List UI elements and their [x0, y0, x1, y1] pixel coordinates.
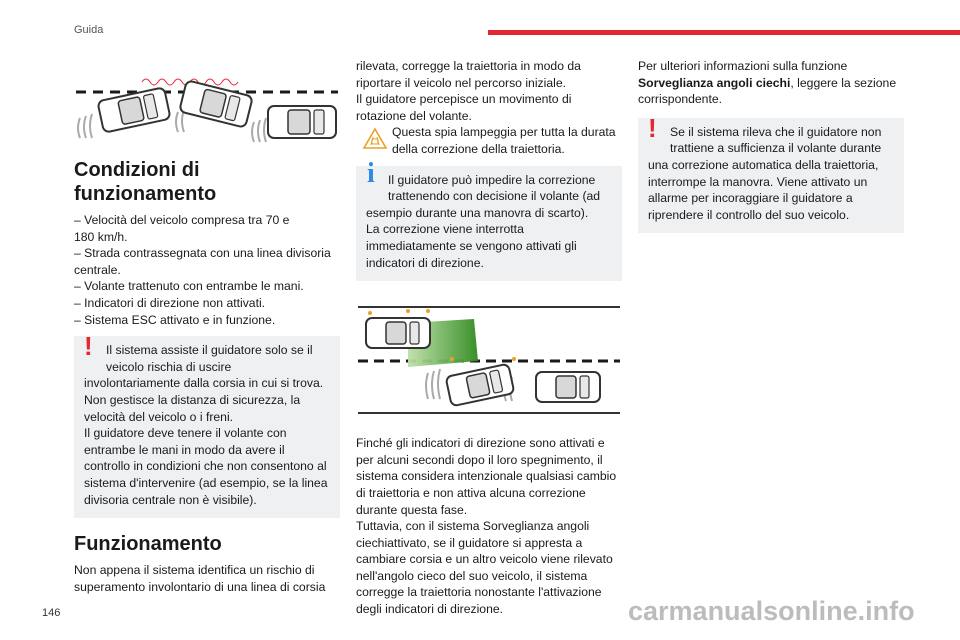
watermark: carmanualsonline.info	[628, 596, 915, 626]
warning-note: ! Il sistema assiste il guidatore solo se il veicolo rischia di uscire involontariamente dalla corsia in cui si trova. Non gestisce la distanza di sicurezza, la velocità del veicolo o i freni. Il guidatore deve tenere il volante con entrambe le mani in modo da avere il controllo in condizioni che non consentono al sistema d'intervenire (ad esempio, se la linea divisoria centrale non è visibile).	[74, 336, 340, 518]
warning-icon: !	[84, 331, 93, 362]
list-item: – Strada contrassegnata con una linea divisoria	[74, 246, 331, 261]
conditions-list	[74, 212, 340, 328]
list-item: 180 km/h.	[74, 229, 128, 244]
info-icon: i	[367, 157, 375, 189]
header-accent-bar	[488, 30, 960, 35]
cross-reference: Sorveglianza angoli ciechi	[638, 75, 791, 90]
lamp-description: Questa spia lampeggia per tutta la durata della correzione della traiettoria.	[356, 124, 622, 157]
section-heading-conditions: Condizioni di funzionamento	[74, 159, 217, 205]
warning-icon: !	[648, 112, 657, 143]
paragraph: Non appena il sistema identifica un rischio di superamento involontario di una linea di corsia	[74, 563, 326, 594]
list-item: – Sistema ESC attivato e in funzione.	[74, 312, 276, 327]
lane-correction-illustration	[74, 58, 340, 150]
blind-spot-illustration	[356, 301, 622, 417]
column-left	[74, 58, 340, 595]
column-right	[638, 58, 904, 233]
paragraph: Finché gli indicatori di direzione sono attivati e per alcuni secondi dopo il loro spegnimento, il sistema considera intenzionale qualsiasi cambio di traiettoria e non attiva alcuna correzione durante questa fase. Tuttavia, con il sistema Sorveglianza angoli ciechiattivato, se il guidatore si appresta a cambiare corsia e un altro veicolo viene rilevato nell'angolo cieco del suo veicolo, il sistema corregge la traiettoria nonostante l'attivazione degli indicatori di direzione.	[356, 436, 617, 617]
paragraph: Per ulteriori informazioni sulla funzione Sorveglianza angoli ciechi, leggere la sezione corrispondente.	[638, 59, 897, 107]
column-middle	[356, 58, 622, 618]
car-icon	[268, 106, 336, 138]
list-item: – Velocità del veicolo compresa tra 70 e	[74, 213, 290, 227]
list-item: – Indicatori di direzione non attivati.	[74, 295, 266, 310]
list-item: – Volante trattenuto con entrambe le mani.	[74, 279, 304, 294]
car-icon	[446, 364, 515, 407]
car-icon	[366, 318, 430, 348]
car-icon	[536, 372, 600, 402]
car-icon	[179, 80, 253, 128]
page-number: 146	[42, 607, 61, 619]
running-header: Guida	[74, 24, 104, 36]
car-icon	[97, 87, 170, 132]
paragraph: rilevata, corregge la traiettoria in modo da riportare il veicolo nel percorso iniziale. Il guidatore percepisce un movimento di rotazione del volante.	[356, 59, 581, 123]
info-note: i Il guidatore può impedire la correzione trattenendo con decisione il volante (ad esempio durante una manovra di scarto). La correzione viene interrotta immediatamente se vengono attivati gli indicatori di direzione.	[356, 166, 622, 282]
list-item: centrale.	[74, 262, 121, 277]
warning-note: ! Se il sistema rileva che il guidatore non trattiene a sufficienza il volante durante una correzione automatica della traiettoria, interrompe la manovra. Viene attivato un allarme per incoraggiare il guidatore a riprendere il controllo del suo veicolo.	[638, 118, 904, 234]
section-heading-operation: Funzionamento	[74, 533, 222, 556]
lane-warning-lamp-icon	[362, 126, 388, 152]
